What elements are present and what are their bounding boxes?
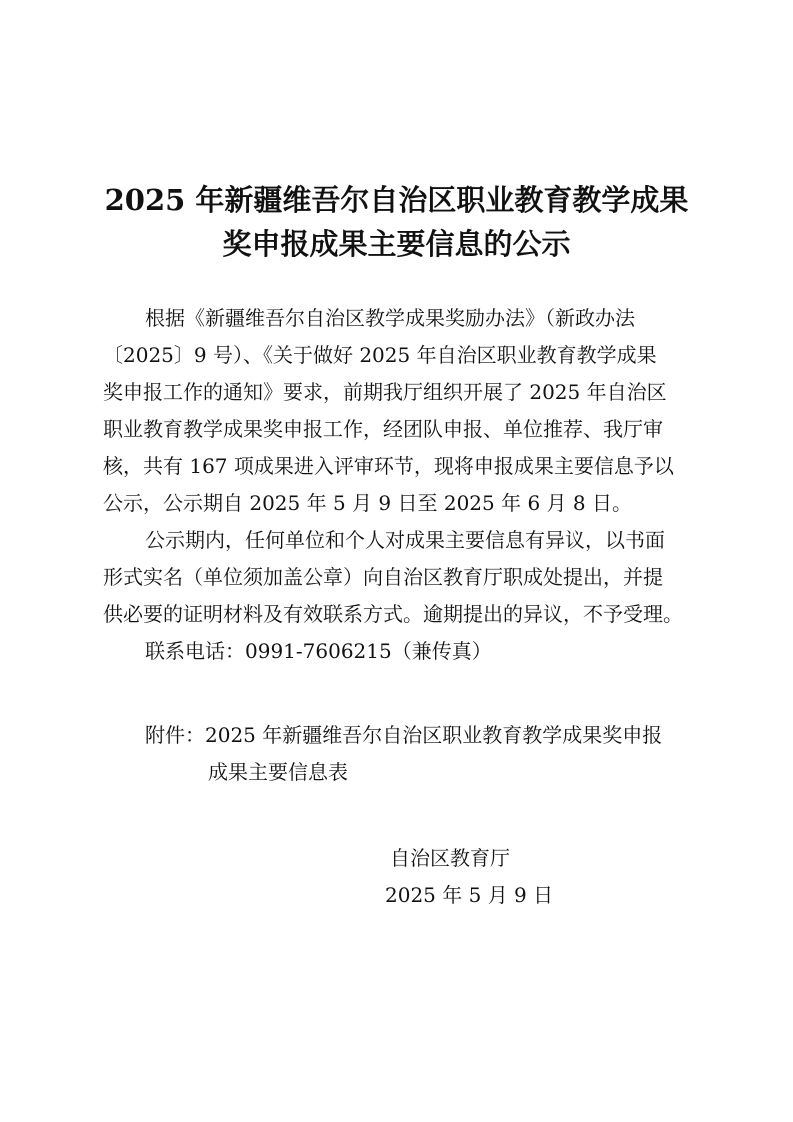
paragraph-1-line-1: 根据《新疆维吾尔自治区教学成果奖励办法》（新政办法 xyxy=(145,306,635,330)
paragraph-1-line-4: 职业教育教学成果奖申报工作，经团队申报、单位推荐、我厅审 xyxy=(103,417,663,441)
paragraph-2-line-3: 供必要的证明材料及有效联系方式。逾期提出的异议，不予受理。 xyxy=(103,602,683,626)
paragraph-1-line-6: 公示，公示期自 2025 年 5 月 9 日至 2025 年 6 月 8 日。 xyxy=(103,491,632,515)
paragraph-2-line-1: 公示期内，任何单位和个人对成果主要信息有异议，以书面 xyxy=(145,528,665,552)
contact-line: 联系电话：0991-7606215（兼传真） xyxy=(145,639,492,663)
document-title-line-2: 奖申报成果主要信息的公示 xyxy=(222,227,571,261)
paragraph-2-line-2: 形式实名（单位须加盖公章）向自治区教育厅职成处提出，并提 xyxy=(103,565,663,589)
paragraph-1-line-2: 〔2025〕9 号）、《关于做好 2025 年自治区职业教育教学成果 xyxy=(103,343,657,367)
attachment-line-1: 附件：2025 年新疆维吾尔自治区职业教育教学成果奖申报 xyxy=(145,723,663,747)
paragraph-1-line-3: 奖申报工作的通知》要求，前期我厅组织开展了 2025 年自治区 xyxy=(103,380,667,404)
attachment-line-2: 成果主要信息表 xyxy=(208,760,348,784)
signature-organization: 自治区教育厅 xyxy=(390,846,510,870)
signature-date: 2025 年 5 月 9 日 xyxy=(385,883,554,907)
paragraph-1-line-5: 核，共有 167 项成果进入评审环节，现将申报成果主要信息予以 xyxy=(103,454,674,478)
document-title-line-1: 2025 年新疆维吾尔自治区职业教育教学成果 xyxy=(104,183,689,217)
